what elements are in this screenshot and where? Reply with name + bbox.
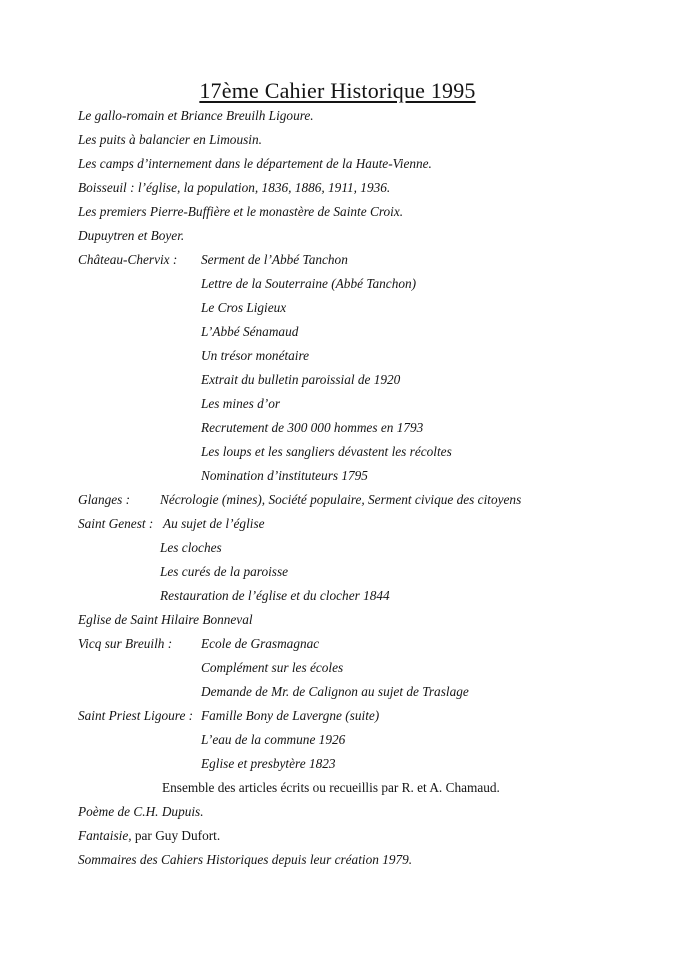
list-item: Restauration de l’église et du clocher 1844 xyxy=(160,588,390,603)
list-item: Famille Bony de Lavergne (suite) xyxy=(201,708,380,723)
fantaisie-author: par Guy Dufort. xyxy=(131,828,221,843)
list-item xyxy=(78,828,220,844)
list-item: Nomination d’instituteurs 1795 xyxy=(201,468,368,483)
list-item: Les loups et les sangliers dévastent les récoltes xyxy=(201,444,452,459)
list-item: Ecole de Grasmagnac xyxy=(201,636,320,651)
section-label-saint-genest: Saint Genest : xyxy=(78,516,154,531)
list-item: Les camps d’internement dans le département de la Haute-Vienne. xyxy=(78,156,432,171)
section-label-saint-priest-ligoure: Saint Priest Ligoure : xyxy=(78,708,194,723)
list-item: Le Cros Ligieux xyxy=(201,300,287,315)
credits-line: Ensemble des articles écrits ou recueillis par R. et A. Chamaud. xyxy=(162,780,500,795)
list-item: Eglise et presbytère 1823 xyxy=(201,756,336,771)
section-label-chateau-chervix: Château-Chervix : xyxy=(78,252,178,267)
section-label-glanges: Glanges : xyxy=(78,492,131,507)
list-item: Les cloches xyxy=(160,540,222,555)
list-item: Les curés de la paroisse xyxy=(160,564,289,579)
list-item: Nécrologie (mines), Société populaire, Serment civique des citoyens xyxy=(160,492,522,507)
list-item: Eglise de Saint Hilaire Bonneval xyxy=(78,612,253,627)
list-item: L’Abbé Sénamaud xyxy=(201,324,299,339)
list-item: L’eau de la commune 1926 xyxy=(201,732,346,747)
list-item: Sommaires des Cahiers Historiques depuis leur création 1979. xyxy=(78,852,413,867)
list-item: Le gallo-romain et Briance Breuilh Ligoure. xyxy=(78,108,314,123)
fantaisie-title: Fantaisie, xyxy=(78,828,132,843)
list-item: Poème de C.H. Dupuis. xyxy=(78,804,204,819)
list-item: Les mines d’or xyxy=(201,396,281,411)
list-item: Extrait du bulletin paroissial de 1920 xyxy=(201,372,401,387)
page-title: 17ème Cahier Historique 1995 xyxy=(199,78,476,103)
list-item: Lettre de la Souterraine (Abbé Tanchon) xyxy=(201,276,417,291)
list-item: Au sujet de l’église xyxy=(163,516,265,531)
list-item: Serment de l’Abbé Tanchon xyxy=(201,252,348,267)
list-item: Un trésor monétaire xyxy=(201,348,310,363)
section-label-vicq-sur-breuilh: Vicq sur Breuilh : xyxy=(78,636,173,651)
list-item: Demande de Mr. de Calignon au sujet de Traslage xyxy=(201,684,469,699)
list-item: Boisseuil : l’église, la population, 1836, 1886, 1911, 1936. xyxy=(78,180,391,195)
list-item: Complément sur les écoles xyxy=(201,660,344,675)
list-item: Les puits à balancier en Limousin. xyxy=(78,132,262,147)
list-item: Recrutement de 300 000 hommes en 1793 xyxy=(201,420,424,435)
list-item: Les premiers Pierre-Buffière et le monastère de Sainte Croix. xyxy=(78,204,404,219)
list-item: Dupuytren et Boyer. xyxy=(78,228,185,243)
